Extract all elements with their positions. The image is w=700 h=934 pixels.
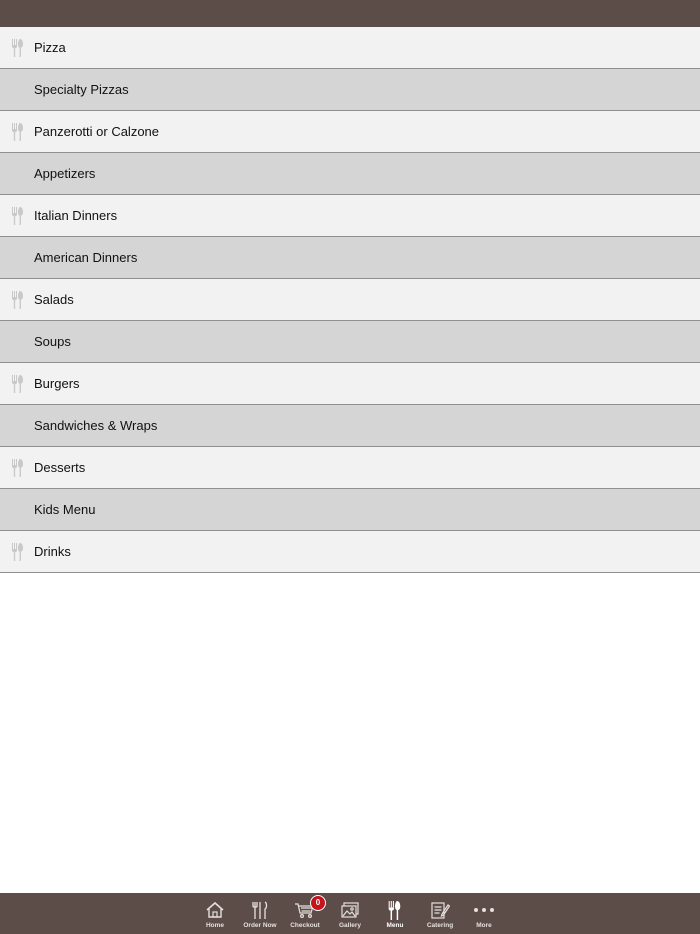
tab-label: More <box>476 922 492 929</box>
menu-item-label: American Dinners <box>34 250 138 265</box>
menu-item-american-dinners[interactable] <box>0 237 700 279</box>
utensils-icon <box>11 543 25 561</box>
home-icon <box>205 901 225 919</box>
utensils-icon <box>11 207 25 225</box>
tab-label: Catering <box>426 922 454 929</box>
notepad-pencil-icon <box>430 901 450 920</box>
menu-item-label: Drinks <box>34 544 71 559</box>
menu-item-appetizers[interactable] <box>0 153 700 195</box>
menu-item-label: Pizza <box>34 40 66 55</box>
gallery-icon <box>340 901 360 919</box>
menu-item-label: Desserts <box>34 460 86 475</box>
tab-label: Gallery <box>338 922 362 929</box>
tab-label: Checkout <box>290 922 320 929</box>
fork-knife-icon <box>250 901 270 920</box>
menu-item-label: Salads <box>34 292 74 307</box>
menu-item-sandwiches-wraps[interactable] <box>0 405 700 447</box>
more-dots-icon <box>473 901 495 919</box>
tab-more[interactable] <box>462 893 506 934</box>
menu-item-burgers[interactable] <box>0 363 700 405</box>
utensils-icon <box>11 375 25 393</box>
menu-item-panzerotti-or-calzone[interactable] <box>0 111 700 153</box>
utensils-icon <box>387 901 403 920</box>
menu-item-pizza[interactable] <box>0 27 700 69</box>
menu-item-label: Kids Menu <box>34 502 96 517</box>
tab-label: Order Now <box>243 922 277 929</box>
menu-item-label: Soups <box>34 334 71 349</box>
menu-item-label: Italian Dinners <box>34 208 118 223</box>
menu-item-label: Burgers <box>34 376 80 391</box>
bottom-tab-bar <box>0 893 700 934</box>
utensils-icon <box>11 39 25 57</box>
menu-item-label: Specialty Pizzas <box>34 82 129 97</box>
utensils-icon <box>11 459 25 477</box>
top-header-bar <box>0 0 700 27</box>
menu-item-drinks[interactable] <box>0 531 700 573</box>
menu-item-soups[interactable] <box>0 321 700 363</box>
menu-item-specialty-pizzas[interactable] <box>0 69 700 111</box>
menu-item-kids-menu[interactable] <box>0 489 700 531</box>
menu-category-list <box>0 27 700 573</box>
menu-item-desserts[interactable] <box>0 447 700 489</box>
tab-label: Menu <box>386 922 404 929</box>
menu-item-salads[interactable] <box>0 279 700 321</box>
menu-item-italian-dinners[interactable] <box>0 195 700 237</box>
utensils-icon <box>11 123 25 141</box>
checkout-badge: 0 <box>310 895 326 911</box>
menu-item-label: Panzerotti or Calzone <box>34 124 160 139</box>
menu-item-label: Appetizers <box>34 166 96 181</box>
utensils-icon <box>11 291 25 309</box>
tab-label: Home <box>205 922 225 929</box>
menu-item-label: Sandwiches & Wraps <box>34 418 158 433</box>
